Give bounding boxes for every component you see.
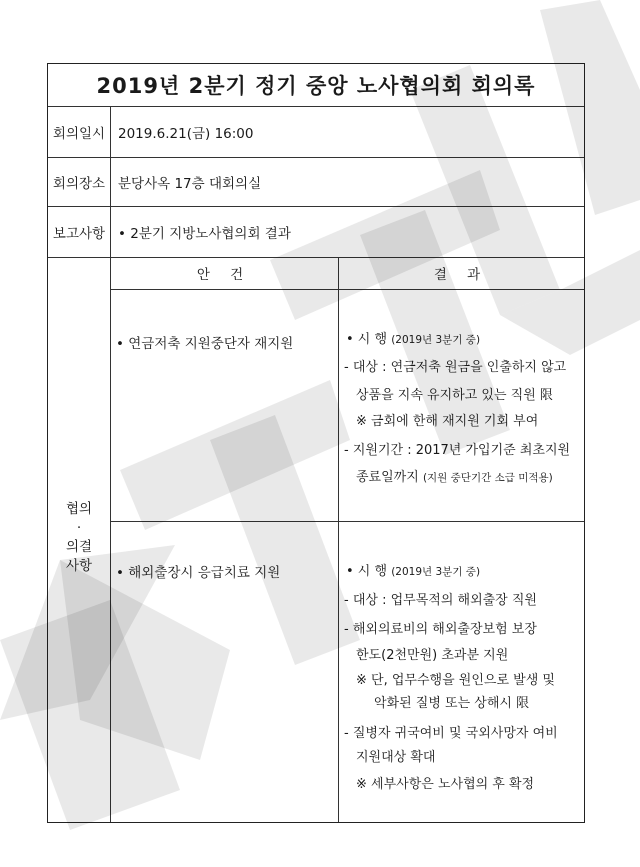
report-value: • 2분기 지방노사협의회 결과 [118, 225, 291, 242]
result-implement-period: (2019년 3분기 중) [391, 566, 481, 578]
result-line: 한도(2천만원) 초과분 지원 [356, 648, 509, 663]
result-line: - 지원기간 : 2017년 가입기준 최초지원 [344, 443, 571, 458]
result-line-note: (지원 중단기간 소급 미적용) [422, 472, 553, 484]
minutes-document [47, 63, 585, 823]
divider [338, 257, 339, 822]
result-implement-text: • 시 행 [346, 564, 388, 579]
result-line-text: 종료일까지 [356, 470, 419, 485]
agenda-item: • 연금저축 지원중단자 재지원 [116, 336, 294, 352]
result-line: - 대상 : 연금저축 원금을 인출하지 않고 [344, 360, 567, 375]
result-note: 악화된 질병 또는 상해시 限 [374, 696, 530, 711]
result-note: ※ 금회에 한해 재지원 기회 부여 [356, 414, 539, 429]
result-line: - 대상 : 업무목적의 해외출장 직원 [344, 593, 537, 608]
meeting-date-value: 2019.6.21(금) 16:00 [118, 125, 254, 142]
divider [110, 289, 584, 290]
column-header-agenda: 안 건 [196, 267, 252, 283]
divider [110, 106, 111, 822]
meeting-place-label: 회의장소 [52, 175, 106, 192]
result-implement [346, 327, 480, 353]
result-implement [346, 559, 480, 585]
decision-label-line: 사항 [65, 558, 93, 574]
result-line: - 질병자 귀국여비 및 국외사망자 여비 [344, 726, 558, 741]
divider [48, 257, 584, 258]
decision-label-line: 협의 [65, 501, 93, 517]
divider [110, 521, 584, 522]
meeting-date-label: 회의일시 [52, 125, 106, 142]
result-line: 지원대상 확대 [356, 750, 436, 765]
report-label: 보고사항 [52, 225, 106, 242]
decision-label-line: 의결 [65, 539, 93, 555]
decision-label [48, 500, 110, 576]
result-implement-period: (2019년 3분기 중) [391, 334, 481, 346]
result-line: 상품을 지속 유지하고 있는 직원 限 [356, 388, 553, 403]
result-line [356, 465, 553, 491]
column-header-result: 결 과 [433, 267, 489, 283]
result-note: ※ 세부사항은 노사협의 후 확정 [356, 777, 535, 792]
agenda-item: • 해외출장시 응급치료 지원 [116, 565, 281, 581]
result-implement-text: • 시 행 [346, 332, 388, 347]
result-line: - 해외의료비의 해외출장보험 보장 [344, 622, 537, 637]
document-title: 2019년 2분기 정기 중앙 노사협의회 회의록 [96, 74, 536, 98]
result-note: ※ 단, 업무수행을 원인으로 발생 및 [356, 673, 555, 688]
meeting-place-value: 분당사옥 17층 대회의실 [118, 175, 262, 192]
decision-label-dot: · [76, 520, 82, 536]
